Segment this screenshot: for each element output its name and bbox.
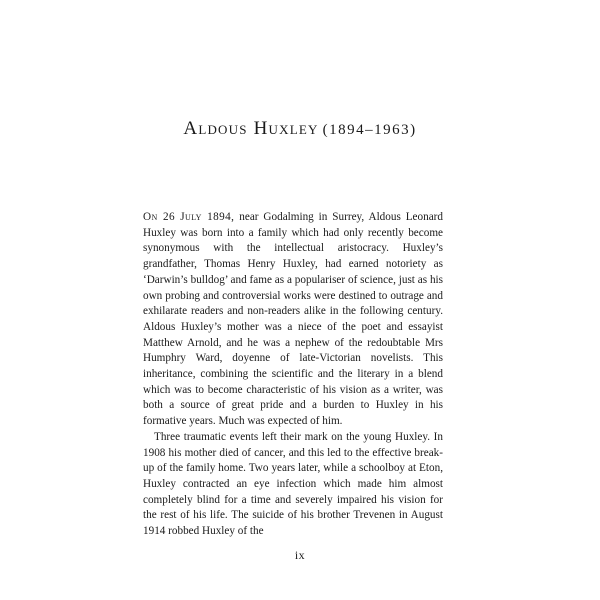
title-dates: (1894–1963) (322, 122, 417, 138)
paragraph-1-text: near Godalming in Surrey, Aldous Leonard Huxley was born into a family which had only recently become synonymous with the intellectual aristocracy. Huxley’s grandfather, Thomas Henry Huxley, had earned notoriety as ‘Darwin’s bulldog’ and fame as a populariser of science, just as his own probing and controversial works were destined to outrage and exhilarate readers and non-readers alike in the following century. Aldous Huxley’s mother was a niece of the poet and essayist Matthew Arnold, and he was a nephew of the redoubtable Mrs Humphry Ward, doyenne of late-Victorian novelists. This inheritance, combining the scientific and the literary in a blend which was to become characteristic of his vision as a writer, was both a source of great pride and a burden to Huxley in his formative years. Much was expected of him. (143, 211, 443, 428)
paragraph-2: Three traumatic events left their mark on the young Huxley. In 1908 his mother died of cancer, and this led to the effective break-up of the family home. Two years later, while a schoolboy at Eton, Huxley contracted an eye infection which made him almost completely blind for a time and severely impaired his vision for the rest of his life. The suicide of his brother Trevenen in August 1914 robbed Huxley of the (143, 430, 443, 538)
paragraph-1-lead: On 26 July 1894, (143, 211, 235, 223)
title-name: Aldous Huxley (183, 118, 319, 139)
paragraph-1 (143, 210, 443, 430)
chapter-title (0, 118, 600, 140)
page-number: ix (294, 548, 306, 562)
body-text (143, 210, 443, 540)
